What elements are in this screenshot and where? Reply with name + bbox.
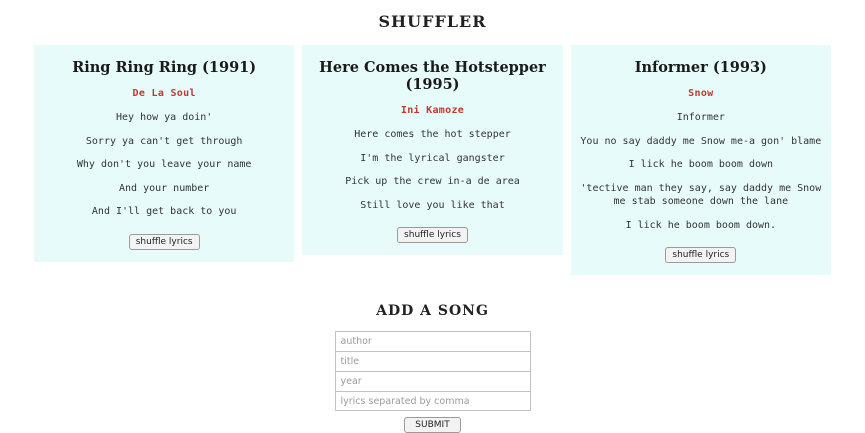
lyric-line: And your number (119, 182, 210, 194)
lyric-line: Here comes the hot stepper (354, 129, 511, 140)
song-card (571, 45, 831, 275)
lyric-line: And I'll get back to you (91, 206, 237, 217)
lyric-line: Still love you like that (360, 199, 505, 211)
lyric-line: Informer (676, 112, 725, 123)
lyric-line: Why don't you leave your name (76, 159, 252, 170)
song-card-list (0, 45, 865, 275)
song-title: Ring Ring Ring (1991) (72, 59, 257, 76)
lyrics-field[interactable] (335, 391, 531, 411)
lyric-line: I lick he boom boom down (628, 159, 774, 170)
lyric-line: Pick up the crew in-a de area (345, 176, 520, 187)
add-song-title: ADD A SONG (376, 303, 489, 319)
song-title: Here Comes the Hotstepper (1995) (319, 59, 546, 93)
submit-button[interactable]: SUBMIT (404, 417, 460, 433)
lyric-line: I'm the lyrical gangster (360, 152, 505, 164)
add-song-form (335, 331, 531, 433)
add-song-section (0, 303, 865, 433)
shuffle-lyrics-button[interactable]: shuffle lyrics (129, 234, 200, 250)
song-title: Informer (1993) (634, 59, 767, 76)
song-author: Ini Kamoze (400, 105, 465, 116)
lyric-line: I lick he boom boom down. (625, 219, 777, 231)
lyric-line: 'tective man they say, say daddy me Snow me stab someone down the lane (580, 182, 822, 207)
shuffle-lyrics-button[interactable]: shuffle lyrics (665, 247, 736, 263)
song-author: Snow (688, 88, 714, 99)
song-author: De La Soul (132, 88, 196, 99)
author-field[interactable] (335, 331, 531, 351)
title-field[interactable] (335, 351, 531, 371)
shuffle-lyrics-button[interactable]: shuffle lyrics (397, 227, 468, 243)
lyric-line: You no say daddy me Snow me-a gon' blame (580, 135, 822, 147)
lyric-line: Sorry ya can't get through (85, 135, 243, 147)
song-card (34, 45, 294, 262)
song-card (302, 45, 562, 255)
year-field[interactable] (335, 371, 531, 391)
lyric-line: Hey how ya doin' (116, 112, 213, 123)
page-title: SHUFFLER (378, 12, 487, 31)
